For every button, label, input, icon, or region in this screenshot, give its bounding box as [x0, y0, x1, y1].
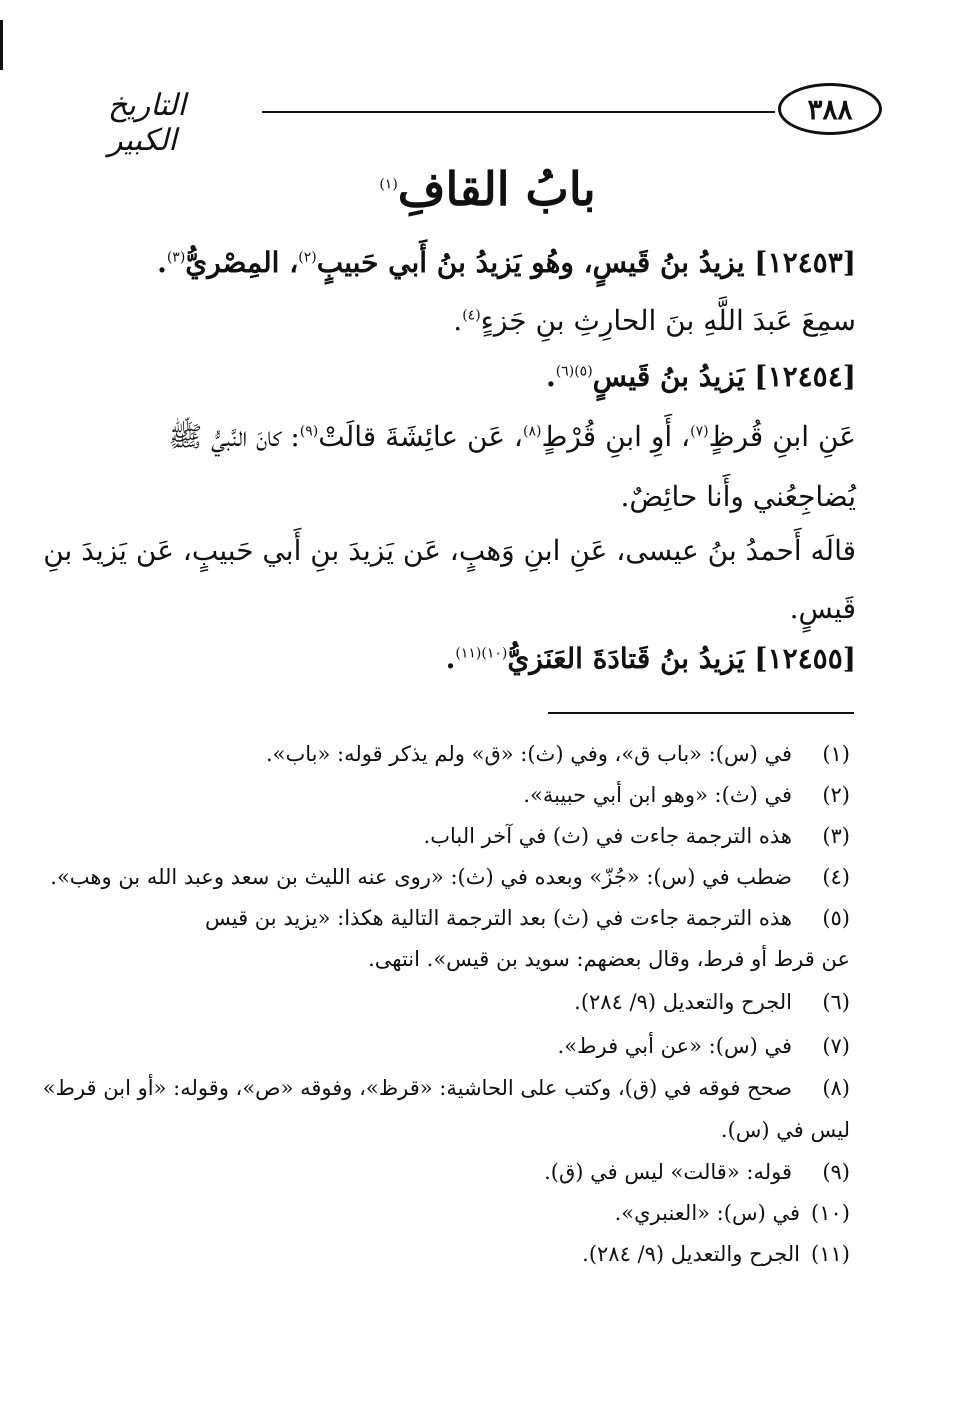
- footnote: [42, 1076, 850, 1106]
- entry-text: .: [545, 360, 556, 393]
- footnote-text: الجرح والتعديل (٩/ ٢٨٤).: [574, 990, 792, 1014]
- footnote-number: (٣): [822, 824, 850, 848]
- body-text: ، عَن عائِشَةَ قالَتْ: [318, 420, 523, 453]
- footnote: [50, 865, 850, 895]
- footnote-number: (١٠): [811, 1201, 850, 1225]
- footnote-number: (٥): [822, 906, 850, 930]
- footnote: [110, 1160, 850, 1190]
- footnote: [110, 1034, 850, 1064]
- footnote: [110, 783, 850, 813]
- body-line: [110, 304, 856, 337]
- footnote: [110, 742, 850, 772]
- footnote: [110, 824, 850, 854]
- footnote-number: (٧): [822, 1034, 850, 1058]
- body-text: عَنِ ابنِ قُرظٍ: [708, 420, 856, 453]
- footnote-text: في (س): «عن أبي فرط».: [557, 1034, 792, 1058]
- entry-12453: [110, 246, 856, 279]
- body-text: سمِعَ عَبدَ اللَّهِ بنَ الحارِثِ بنِ جَزءٍ: [480, 304, 856, 337]
- header-rule: [262, 111, 775, 113]
- chapter-title: [0, 162, 975, 216]
- footnote-number: (٢): [822, 783, 850, 807]
- body-text: ، أَوِ ابنِ قُرْطٍ: [541, 420, 691, 453]
- footnote-text: في (س): «باب ق»، وفي (ث): «ق» ولم يذكر قوله: «باب».: [265, 742, 792, 766]
- entry-text: [١٢٤٥٣] يزيدُ بنُ قَيسٍ، وهُو يَزيدُ بنُ أَبي حَبيبٍ: [316, 246, 856, 279]
- page-number-text: ٣٨٨: [807, 92, 853, 126]
- entry-text: ، المِصْريُّ: [185, 246, 299, 279]
- footnote-ref: (٨): [522, 423, 542, 440]
- footnote: [110, 990, 850, 1020]
- footnote-continuation: ليس في (س).: [720, 1118, 850, 1142]
- footnote-text: ضطب في (س): «جُزّ» وبعده في (ث): «روى عنه الليث بن سعد وعبد الله بن وهب».: [50, 865, 792, 889]
- footnote-number: (٨): [822, 1076, 850, 1100]
- footnote-ref: (٣): [166, 249, 186, 266]
- footnote-text: الجرح والتعديل (٩/ ٢٨٤).: [582, 1242, 800, 1266]
- footnote-ref: (١): [379, 176, 398, 193]
- page-number: [778, 83, 882, 135]
- entry-text: [١٢٤٥٥] يَزيدُ بنُ قَتادَةَ العَنَزيُّ: [507, 642, 856, 675]
- footnote-number: (٩): [822, 1160, 850, 1184]
- footnote-separator: [548, 712, 854, 714]
- book-title: التاريخ الكبير: [108, 88, 186, 158]
- entry-text: .: [157, 246, 167, 279]
- footnote-text: في (س): «العنبري».: [614, 1201, 800, 1225]
- body-text: : كانَ النَّبيُّ ﷺ: [168, 420, 300, 453]
- footnote-ref: (٥)(٦): [555, 363, 593, 380]
- footnote-text: قوله: «قالت» ليس في (ق).: [544, 1160, 792, 1184]
- footnote-ref: (٧): [690, 423, 709, 440]
- footnote-ref: (١٠)(١١): [455, 645, 508, 662]
- footnote-text: هذه الترجمة جاءت في (ث) في آخر الباب.: [423, 824, 792, 848]
- footnote-ref: (٤): [462, 307, 481, 324]
- footnote-ref: (٩): [299, 423, 319, 440]
- footnote-number: (٤): [822, 865, 850, 889]
- body-text: .: [453, 304, 463, 337]
- footnote-text: هذه الترجمة جاءت في (ث) بعد الترجمة التالية هكذا: «يزيد بن قيس: [204, 906, 792, 930]
- entry-12454: [110, 360, 856, 393]
- footnote: [110, 906, 850, 936]
- footnote-number: (١): [822, 742, 850, 766]
- footnote-number: (٦): [822, 990, 850, 1014]
- margin-mark: [0, 20, 3, 70]
- footnote-number: (١١): [811, 1242, 850, 1266]
- chapter-title-text: بابُ القافِ: [397, 162, 596, 216]
- footnote-ref: (٢): [298, 249, 317, 266]
- footnote: [110, 1201, 850, 1231]
- body-line: [110, 420, 856, 460]
- entry-12455: [110, 642, 856, 675]
- body-line: قَيسٍ.: [789, 592, 856, 625]
- body-line: يُضاجِعُني وأَنا حائِضٌ.: [620, 480, 856, 513]
- footnote: [110, 1242, 850, 1272]
- footnote-text: صحح فوقه في (ق)، وكتب على الحاشية: «قرظ»، وفوقه «ص»، وقوله: «أو ابن قرط»: [42, 1076, 792, 1100]
- body-line: قالَه أَحمدُ بنُ عيسى، عَنِ ابنِ وَهبٍ، عَن يَزيدَ بنِ أَبي حَبيبٍ، عَن يَزيدَ بنِ: [43, 534, 856, 567]
- entry-text: .: [445, 642, 456, 675]
- footnote-text: في (ث): «وهو ابن أبي حبيبة».: [523, 783, 792, 807]
- entry-text: [١٢٤٥٤] يَزيدُ بنُ قَيسٍ: [592, 360, 856, 393]
- footnote-continuation: عن قرط أو فرط، وقال بعضهم: سويد بن قيس». انتهى.: [368, 947, 850, 971]
